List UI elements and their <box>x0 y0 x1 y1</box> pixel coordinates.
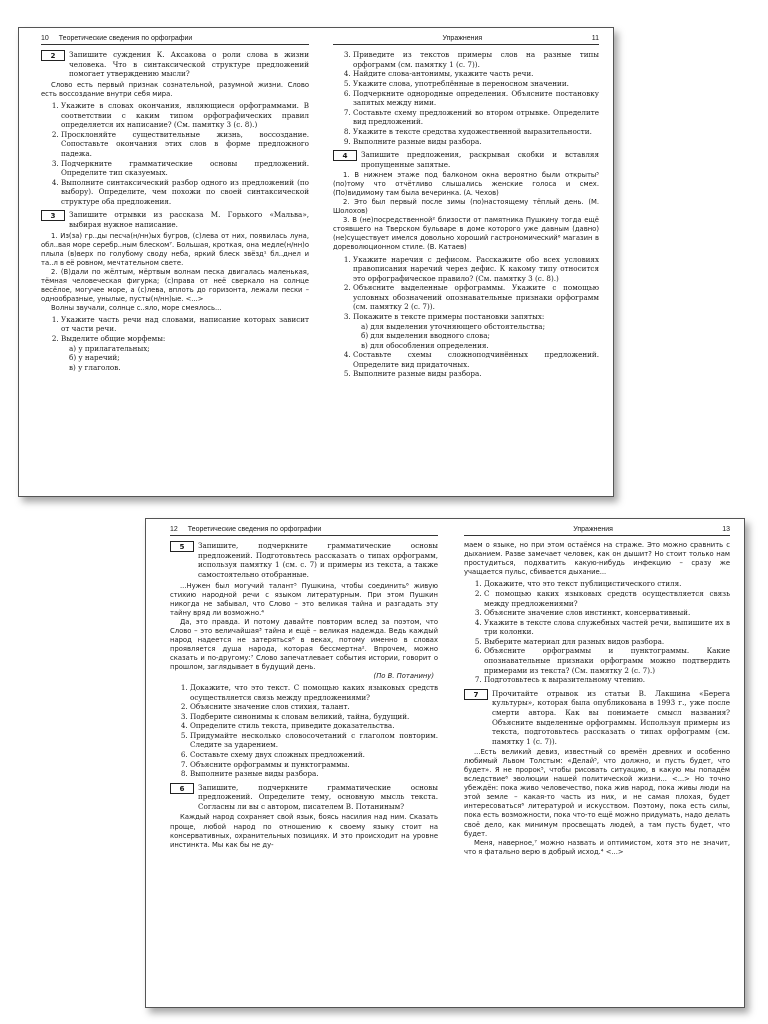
paragraph: 1. В нижнем этаже под балконом окна вероятно были открыты⁵ (по)тому что отчётливо слышались женские голоса и смех. (По)видимому там была вечеринка. (А. Чехов) <box>333 171 599 198</box>
book-spread-top <box>18 27 614 497</box>
task-number-box: 3 <box>41 210 65 221</box>
list-item: 1. Укажите часть речи над словами, написание которых зависит от части речи. <box>61 315 309 334</box>
sub-item: б) для выделения вводного слова; <box>361 331 490 341</box>
list-item <box>61 334 309 372</box>
paragraph: Меня, наверное,⁷ можно назвать и оптимистом, хотя это не значит, что я фатально верю в добрый исход.⁴ <...> <box>464 838 730 856</box>
task-number-box: 5 <box>170 541 194 552</box>
paragraph: ...Нужен был могучий талант⁵ Пушкина, чтобы соединить⁶ живую стихию народной речи с языком литературным. При этом Пушкин никогда не забывал, что Слово – это великая тайна и разгадать эту тайну вряд ли возможно.⁴ <box>170 581 438 617</box>
task-questions <box>333 255 599 380</box>
task-5 <box>170 541 438 579</box>
list-item: 3. Подчеркните грамматические основы предложений. Определите тип сказуемых. <box>61 159 309 178</box>
list-item <box>353 312 599 350</box>
list-item: 1. Укажите в словах окончания, являющиеся орфограммами. В соответствии с каким типом орфографических правил определяется их написание? (См. памятку 3 (с. 8).) <box>61 101 309 130</box>
paragraph: 2. Это был первый после зимы (по)настоящему тёплый день. (М. Шолохов) <box>333 198 599 216</box>
task-number-box: 2 <box>41 50 65 61</box>
paragraph: 1. Из(за) гр..ды песча(н/нн)ых бугров, (с)лева от них, появилась луна, обл..вая море серебр..ным блеском⁷. Большая, кроткая, она медле(н/нн)о плыла (в)верх по голубому своду неба, яркий блеск звёзд¹ бл..днел и та..л в её ровном, мечтательном свете. <box>41 231 309 267</box>
running-title: Теоретические сведения по орфографии <box>187 526 322 533</box>
list-item: 1. Укажите наречия с дефисом. Расскажите обо всех условиях правописания наречий через дефис. К какому типу относится это орфографическое правило? (См. памятку 3 (с. 8).) <box>353 255 599 284</box>
list-item: 4. Составьте схемы сложноподчинённых предложений. Определите вид придаточных. <box>353 350 599 369</box>
page-13 <box>464 525 730 1001</box>
list-item: 7. Подготовьтесь к выразительному чтению. <box>484 675 730 685</box>
paragraph: Волны звучали, солнце с..яло, море смеялось... <box>51 303 222 312</box>
task-number-box: 7 <box>464 689 488 700</box>
paragraph: ...Есть великий девиз, известный со времён древних и особенно любимый Львом Толстым: «Делай⁵, что должно, и пусть будет, что будет». Я не пророк⁵, чтобы рисовать ситуацию, в какую мы попадём вследствие⁶ эволюции нашей политической жизни... <...> Но точно убеждён: пока живо человечество, пока жив народ, пока живы люди на этой земле – какая-то часть из них, и не самая плохая, будет интересоваться⁶ литературой и искусством. Поэтому, пока есть силы, пока есть возможности, пока что-то ещё можно придумать, надо делать своё дело, как минимум просвещать людей, а там пусть будет, что будет. <box>464 748 730 838</box>
list-item: 2. Просклоняйте существительные жизнь, воссоздание. Сопоставьте окончания этих слов в форме предложного падежа. <box>61 130 309 159</box>
running-title: Теоретические сведения по орфографии <box>58 35 193 42</box>
task-instruction: Запишите предложения, раскрывая скобки и вставляя пропущенные запятые. <box>361 150 599 169</box>
sub-list <box>353 322 599 351</box>
list-item-text: Покажите в тексте примеры постановки запятых: <box>353 311 545 321</box>
running-header <box>170 525 438 536</box>
list-item: 8. Укажите в тексте средства художественной выразительности. <box>353 127 599 137</box>
paragraph: Каждый народ сохраняет свой язык, боясь насилия над ним. Сказать проще, любой народ по отношению к своему языку стоит на консервативных, охранительных позициях. И это происходит на уровне инстинкта. Мы как бы не ду- <box>170 813 438 849</box>
list-item: 4. Укажите в тексте слова служебных частей речи, выпишите их в три колонки. <box>484 618 730 637</box>
sub-item: в) для обособления определения. <box>361 340 489 350</box>
paragraph: Да, это правда. И потому давайте повторим вслед за поэтом, что Слово – это величайшая³ тайна и ещё – великая надежда. Ведь каждый народ надеется не затеряться⁶ в веках, потому именно в словах проявляется душа народа, которая бессмертна². Впрочем, можно сказать и по-другому:⁷ Слово запечатлевает события истории, говорит о прошлом, заглядывает в будущий день. <box>170 617 438 671</box>
running-header <box>41 34 309 45</box>
task-7 <box>464 689 730 746</box>
task-3 <box>41 210 309 229</box>
paragraph: маем о языке, но при этом остаёмся на страже. Это можно сравнить с дыханием. Разве замечает человек, как он дышит? Но стоит только нам простудиться, подхватить какую-нибудь инфекцию – сразу же учащается пульс, сбивается дыхание... <box>464 541 730 577</box>
list-item: 7. Объясните орфограммы и пунктограммы. <box>190 760 438 770</box>
running-header <box>464 525 730 536</box>
task-questions <box>41 101 309 206</box>
task-instruction: Запишите, подчеркните грамматические основы предложений. Определите тему, основную мысль текста. Согласны ли вы с автором, писателем В. Потаниным? <box>198 782 438 811</box>
sub-item: б) у наречий; <box>69 353 120 363</box>
task-instruction: Прочитайте отрывок из статьи В. Лакшина «Берега культуры», которая была опубликована в 1993 г., уже после смерти автора. Как вы понимаете смысл названия? Объясните выделенные орфограммы. Используя примеры из текста, подготовьтесь рассказать о типах орфограмм (см. памятку 1 (с. 7)). <box>492 688 730 746</box>
list-item: 1. Докажите, что это текст публицистического стиля. <box>484 579 730 589</box>
list-item: 3. Объясните значение слов инстинкт, консервативный. <box>484 608 730 618</box>
task-number-box: 4 <box>333 150 357 161</box>
task-questions <box>170 683 438 779</box>
page-number: 13 <box>722 526 730 533</box>
sub-item: а) у прилагательных; <box>69 343 150 353</box>
task-4 <box>333 150 599 169</box>
paragraph: 3. В (не)посредственной² близости от памятника Пушкину тогда ещё стоявшего на Тверском бульваре в доме которого уже давным (давно) (не)существует имелся довольно хороший гастрономический⁶ магазин в дореволюционном стиле. (В. Катаев) <box>333 216 599 252</box>
list-item: 8. Выполните разные виды разбора. <box>190 769 438 779</box>
list-item: 1. Докажите, что это текст. С помощью каких языковых средств осуществляется связь между предложениями? <box>190 683 438 702</box>
page-12 <box>170 525 438 1001</box>
list-item: 6. Составьте схему двух сложных предложений. <box>190 750 438 760</box>
list-item: 5. Выполните разные виды разбора. <box>353 369 599 379</box>
list-item: 6. Объясните орфограммы и пунктограммы. Какие опознавательные признаки орфограмм можно подтвердить примерами из текста? (См. памятку 2 (с. 7).) <box>484 646 730 675</box>
list-item: 5. Выберите материал для разных видов разбора. <box>484 637 730 647</box>
task-questions <box>464 579 730 684</box>
book-spread-bottom <box>145 518 745 1008</box>
task-2 <box>41 50 309 79</box>
list-item: 5. Укажите слова, употреблённые в переносном значении. <box>353 79 599 89</box>
task-instruction: Запишите отрывки из рассказа М. Горького «Мальва», выбирая нужное написание. <box>69 210 309 230</box>
running-header <box>333 34 599 45</box>
page-number: 12 <box>170 526 178 533</box>
list-item: 7. Составьте схему предложений во втором отрывке. Определите вид предложений. <box>353 108 599 127</box>
list-item: 6. Подчеркните однородные определения. Объясните постановку запятых между ними. <box>353 89 599 108</box>
running-title: Упражнения <box>442 35 483 42</box>
page-10 <box>41 34 309 490</box>
task-instruction: Запишите, подчеркните грамматические основы предложений. Подготовьтесь рассказать о типах орфограмм, используя памятку 1 (см. с. 7) и примеры из текста, а также самостоятельно отобранные. <box>198 541 438 580</box>
task-6 <box>170 783 438 812</box>
task-questions <box>41 315 309 372</box>
task-questions-continued <box>333 50 599 146</box>
list-item: 2. Объясните выделенные орфограммы. Укажите с помощью условных обозначений опознавательные признаки орфограмм (см. памятку 2 (с. 7)). <box>353 283 599 312</box>
page-11 <box>333 34 599 490</box>
page-number: 10 <box>41 35 49 42</box>
source-attribution: (По В. Потанину) <box>373 671 434 680</box>
task-instruction: Запишите суждения К. Аксакова о роли слова в жизни человека. Что в синтаксической структуре предложений помогает утверждению мысли? <box>69 50 309 79</box>
paragraph: 2. (В)дали по жёлтым, мёртвым волнам песка двигалась маленькая, тёмная человеческая фигурка; (с)права от неё сверкало на солнце весёлое, могучее море, а (с)лева, вплоть до горизонта, лежали пески – однообразные, унылые, пусты(н/нн)ые. <...> <box>41 267 309 303</box>
list-item: 3. Подберите синонимы к словам великий, тайна, будущий. <box>190 712 438 722</box>
list-item: 2. Объясните значение слов стихия, талант. <box>190 702 438 712</box>
sub-list <box>61 344 309 373</box>
page-number: 11 <box>591 35 599 42</box>
task-number-box: 6 <box>170 783 194 794</box>
paragraph: Слово есть первый признак сознательной, разумной жизни. Слово есть воссоздание внутри себя мира. <box>41 81 309 99</box>
list-item: 2. С помощью каких языковых средств осуществляется связь между предложениями? <box>484 589 730 608</box>
running-title: Упражнения <box>573 526 613 533</box>
list-item: 3. Приведите из текстов примеры слов на разные типы орфограмм (см. памятку 1 (с. 7)). <box>353 50 599 69</box>
list-item: 5. Придумайте несколько словосочетаний с глаголом повторим. Следите за ударением. <box>190 731 438 750</box>
list-item-text: Выделите общие морфемы: <box>61 334 166 344</box>
list-item: 9. Выполните разные виды разбора. <box>353 137 599 147</box>
sub-item: а) для выделения уточняющего обстоятельства; <box>361 321 546 331</box>
list-item: 4. Найдите слова-антонимы, укажите часть речи. <box>353 69 599 79</box>
list-item: 4. Определите стиль текста, приведите доказательства. <box>190 721 438 731</box>
list-item: 4. Выполните синтаксический разбор одного из предложений (по выбору). Определите, чем похожи по своей синтаксической структуре оба предложения. <box>61 178 309 207</box>
sub-item: в) у глаголов. <box>69 362 121 372</box>
